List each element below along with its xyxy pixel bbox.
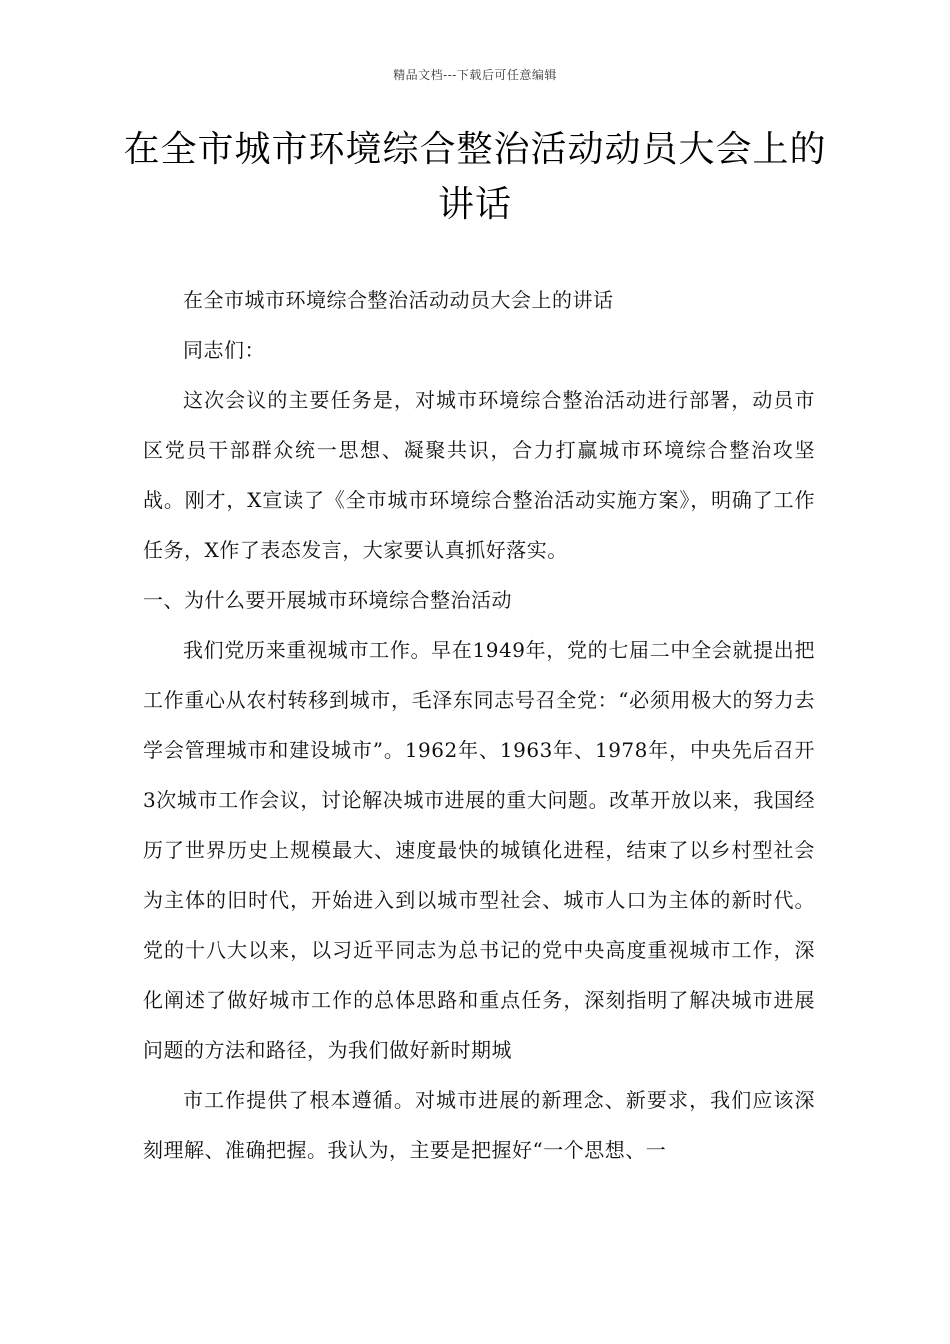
- paragraph-continuation: 市工作提供了根本遵循。对城市进展的新理念、新要求，我们应该深刻理解、准确把握。我认为，主要是把握好“一个思想、一: [143, 1088, 815, 1162]
- section-heading: 一、为什么要开展城市环境综合整治活动: [143, 588, 512, 612]
- document-body: [143, 275, 815, 1175]
- paragraph-salutation: 同志们：: [183, 338, 265, 362]
- paragraph-subtitle: 在全市城市环境综合整治活动动员大会上的讲话: [183, 288, 614, 312]
- header-note: 精品文档---下载后可任意编辑: [393, 68, 557, 82]
- paragraph-intro: 这次会议的主要任务是，对城市环境综合整治活动进行部署，动员市区党员干部群众统一思想、凝聚共识，合力打赢城市环境综合整治攻坚战。刚才，X宣读了《全市城市环境综合整治活动实施方案》，明确了工作任务，X作了表态发言，大家要认真抓好落实。: [143, 388, 815, 562]
- document-title: 在全市城市环境综合整治活动动员大会上的讲话: [123, 129, 827, 225]
- paragraph-history: 我们党历来重视城市工作。早在1949年，党的七届二中全会就提出把工作重心从农村转移到城市，毛泽东同志号召全党：“必须用极大的努力去学会管理城市和建设城市”。1962年、1963年、1978年，中央先后召开3次城市工作会议，讨论解决城市进展的重大问题。改革开放以来，我国经历了世界历史上规模最大、速度最快的城镇化进程，结束了以乡村型社会为主体的旧时代，开始进入到以城市型社会、城市人口为主体的新时代。党的十八大以来，以习近平同志为总书记的党中央高度重视城市工作，深化阐述了做好城市工作的总体思路和重点任务，深刻指明了解决城市进展问题的方法和路径，为我们做好新时期城: [143, 638, 815, 1062]
